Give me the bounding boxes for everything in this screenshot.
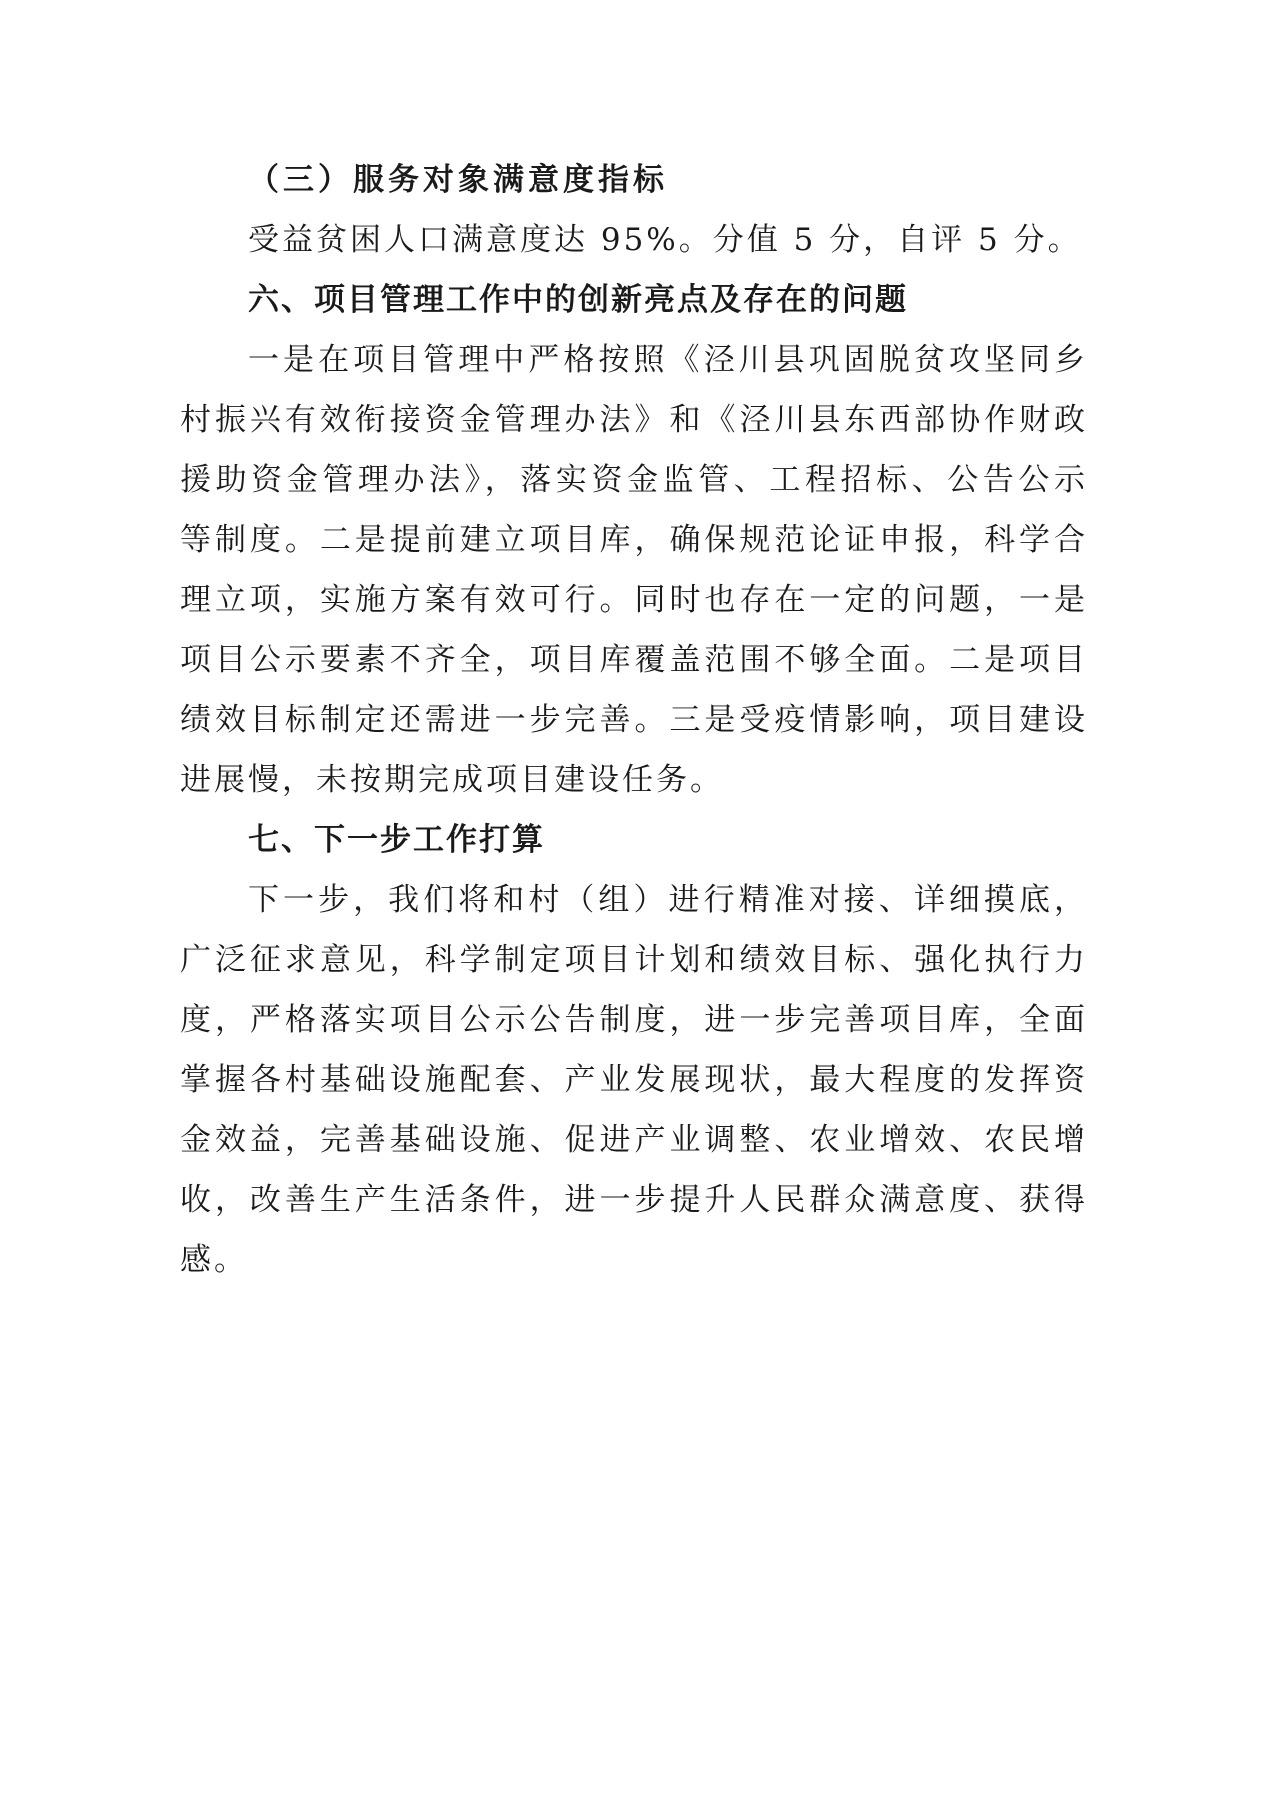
section-heading-next-steps: 七、下一步工作打算 (248, 822, 545, 858)
section-heading-satisfaction: （三）服务对象满意度指标 (248, 162, 668, 198)
paragraph-line: 进展慢，未按期完成项目建设任务。 (180, 762, 724, 798)
paragraph-line: 广泛征求意见，科学制定项目计划和绩效目标、强化执行力 (180, 942, 1085, 978)
paragraph-line: 收，改善生产生活条件，进一步提升人民群众满意度、获得 (180, 1182, 1085, 1218)
paragraph-line: 金效益，完善基础设施、促进产业调整、农业增效、农民增 (180, 1122, 1085, 1158)
paragraph-line: 等制度。二是提前建立项目库，确保规范论证申报，科学合 (180, 522, 1085, 558)
paragraph-line: 一是在项目管理中严格按照《泾川县巩固脱贫攻坚同乡 (248, 342, 1085, 378)
paragraph-line: 感。 (180, 1242, 248, 1278)
section-heading-innovation: 六、项目管理工作中的创新亮点及存在的问题 (248, 282, 908, 318)
paragraph-line: 受益贫困人口满意度达 95%。分值 5 分，自评 5 分。 (248, 222, 1082, 258)
document-body (180, 150, 1085, 1290)
paragraph-line: 理立项，实施方案有效可行。同时也存在一定的问题，一是 (180, 582, 1085, 618)
paragraph-line: 村振兴有效衔接资金管理办法》和《泾川县东西部协作财政 (180, 402, 1085, 438)
paragraph-line: 绩效目标制定还需进一步完善。三是受疫情影响，项目建设 (180, 702, 1085, 738)
paragraph-line: 掌握各村基础设施配套、产业发展现状，最大程度的发挥资 (180, 1062, 1085, 1098)
paragraph-line: 度，严格落实项目公示公告制度，进一步完善项目库，全面 (180, 1002, 1085, 1038)
paragraph-line: 项目公示要素不齐全，项目库覆盖范围不够全面。二是项目 (180, 642, 1085, 678)
paragraph-line: 下一步，我们将和村（组）进行精准对接、详细摸底， (248, 882, 1085, 918)
paragraph-line: 援助资金管理办法》，落实资金监管、工程招标、公告公示 (180, 462, 1085, 498)
